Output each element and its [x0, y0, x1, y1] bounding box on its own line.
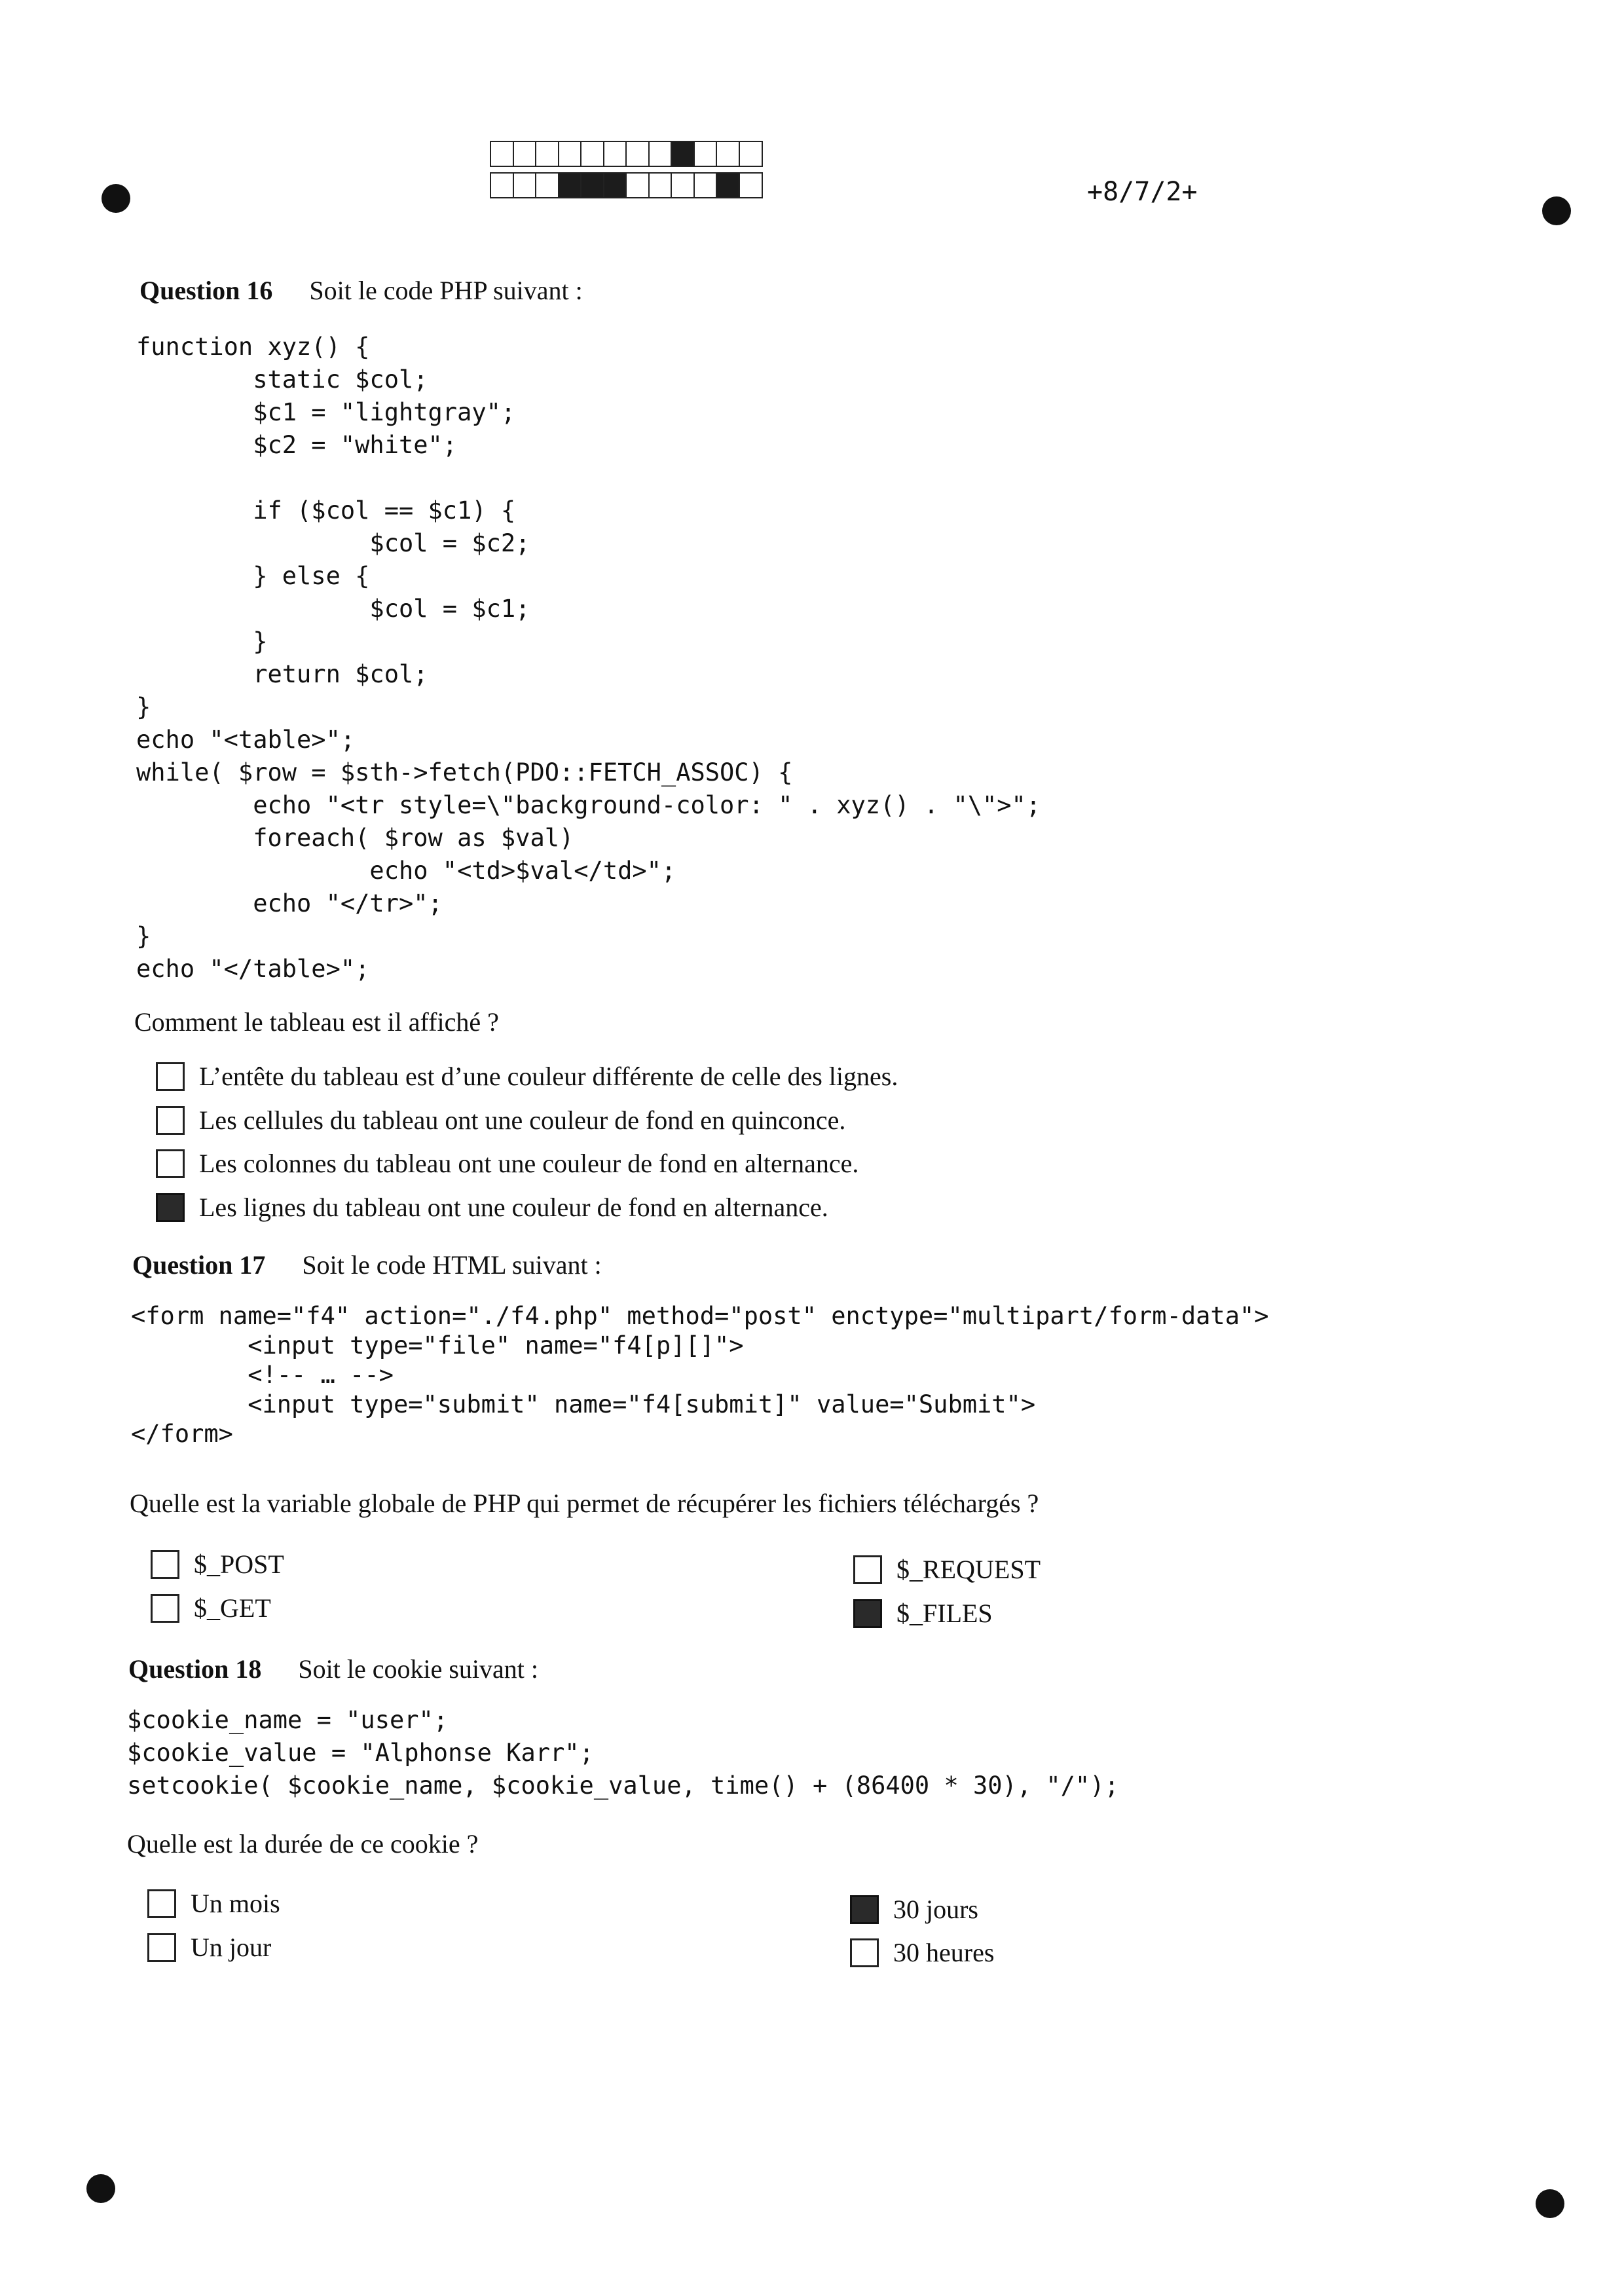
checkbox[interactable] [853, 1599, 882, 1628]
question-number: Question 18 [128, 1654, 262, 1684]
id-grid-cell[interactable] [671, 141, 695, 167]
id-grid-cell[interactable] [739, 141, 763, 167]
option-label: Les lignes du tableau ont une couleur de fond en alternance. [199, 1193, 828, 1222]
id-grid-cell[interactable] [671, 172, 695, 198]
question-number: Question 17 [132, 1250, 266, 1280]
option-label: Un mois [191, 1889, 280, 1918]
option-label: Les cellules du tableau ont une couleur de fond en quinconce. [199, 1105, 846, 1135]
checkbox[interactable] [151, 1594, 179, 1623]
registration-mark [101, 184, 130, 213]
id-grid-cell[interactable] [535, 141, 559, 167]
id-grid-cell[interactable] [490, 141, 514, 167]
option-label: $_FILES [896, 1599, 993, 1628]
option-label: $_GET [194, 1593, 271, 1623]
id-grid-cell[interactable] [513, 172, 537, 198]
id-grid-cell[interactable] [648, 172, 673, 198]
id-grid-row-1 [490, 141, 761, 167]
question-number: Question 16 [139, 276, 273, 305]
checkbox[interactable] [156, 1062, 185, 1091]
answer-option[interactable] [147, 1888, 280, 1919]
checkbox[interactable] [850, 1895, 879, 1924]
checkbox[interactable] [156, 1149, 185, 1178]
answer-option[interactable] [156, 1192, 828, 1223]
id-grid-cell[interactable] [558, 141, 582, 167]
id-grid-cell[interactable] [648, 141, 673, 167]
answer-option[interactable] [853, 1598, 993, 1629]
id-grid-row-2 [490, 172, 761, 198]
answer-option[interactable] [850, 1894, 978, 1925]
answer-option[interactable] [151, 1593, 271, 1623]
question-17-header [132, 1250, 602, 1280]
checkbox[interactable] [156, 1193, 185, 1222]
id-grid-cell[interactable] [490, 172, 514, 198]
checkbox[interactable] [850, 1938, 879, 1967]
question-18-header [128, 1654, 538, 1684]
question-intro: Soit le code PHP suivant : [309, 276, 583, 305]
question-prompt: Quelle est la variable globale de PHP qui permet de récupérer les fichiers téléchargés ? [130, 1489, 1039, 1518]
answer-option[interactable] [850, 1937, 994, 1968]
id-grid-cell[interactable] [625, 141, 650, 167]
option-label: Un jour [191, 1933, 272, 1962]
option-label: 30 heures [893, 1938, 995, 1967]
checkbox[interactable] [151, 1550, 179, 1579]
checkbox[interactable] [156, 1106, 185, 1135]
question-intro: Soit le cookie suivant : [298, 1654, 538, 1684]
id-grid-cell[interactable] [739, 172, 763, 198]
registration-mark [1542, 196, 1571, 225]
option-label: $_POST [194, 1549, 284, 1579]
answer-option[interactable] [156, 1148, 858, 1179]
id-grid-cell[interactable] [580, 141, 604, 167]
id-grid-cell[interactable] [513, 141, 537, 167]
id-grid-cell[interactable] [625, 172, 650, 198]
registration-mark [86, 2174, 115, 2203]
option-label: Les colonnes du tableau ont une couleur de fond en alternance. [199, 1149, 859, 1178]
id-grid-cell[interactable] [603, 172, 627, 198]
id-grid-cell[interactable] [603, 141, 627, 167]
id-grid-cell[interactable] [693, 141, 718, 167]
question-prompt: Quelle est la durée de ce cookie ? [127, 1829, 479, 1859]
answer-option[interactable] [853, 1554, 1041, 1585]
registration-mark [1536, 2189, 1564, 2218]
answer-option[interactable] [147, 1932, 271, 1963]
question-intro: Soit le code HTML suivant : [302, 1250, 602, 1280]
php-cookie-code-block: $cookie_name = "user"; $cookie_value = "Alphonse Karr"; setcookie( $cookie_name, $cookie_value, time() + (86400 * 30), "/"); [127, 1706, 1119, 1800]
option-label: 30 jours [893, 1895, 978, 1924]
question-prompt: Comment le tableau est il affiché ? [134, 1007, 499, 1037]
checkbox[interactable] [853, 1555, 882, 1584]
page-identifier: +8/7/2+ [1087, 177, 1198, 207]
id-grid-cell[interactable] [693, 172, 718, 198]
id-grid-cell[interactable] [580, 172, 604, 198]
checkbox[interactable] [147, 1889, 176, 1918]
option-label: L’entête du tableau est d’une couleur différente de celle des lignes. [199, 1062, 898, 1091]
question-16-header [139, 275, 583, 306]
id-grid-cell[interactable] [716, 172, 740, 198]
answer-option[interactable] [151, 1549, 284, 1580]
id-grid-cell[interactable] [558, 172, 582, 198]
html-code-block: <form name="f4" action="./f4.php" method="post" enctype="multipart/form-data"> <input type="file" name="f4[p][]"> <!-- … --> <input type="submit" name="f4[submit]" value="Submit"> </form> [131, 1302, 1269, 1448]
id-grid-cell[interactable] [535, 172, 559, 198]
checkbox[interactable] [147, 1933, 176, 1962]
php-code-block: function xyz() { static $col; $c1 = "lightgray"; $c2 = "white"; if ($col == $c1) { $col = $c2; } else { $col = $c1; } return $col; } echo "<table>"; while( $row = $sth->fetch(PDO::FETCH_ASSOC) { echo "<tr style=\"background-color: " . xyz() . "\">"; foreach( $row as $val) echo "<td>$val</td>"; echo "</tr>"; } echo "</table>"; [136, 333, 1041, 983]
id-grid-cell[interactable] [716, 141, 740, 167]
answer-option[interactable] [156, 1061, 898, 1092]
option-label: $_REQUEST [896, 1555, 1041, 1584]
answer-option[interactable] [156, 1105, 845, 1136]
